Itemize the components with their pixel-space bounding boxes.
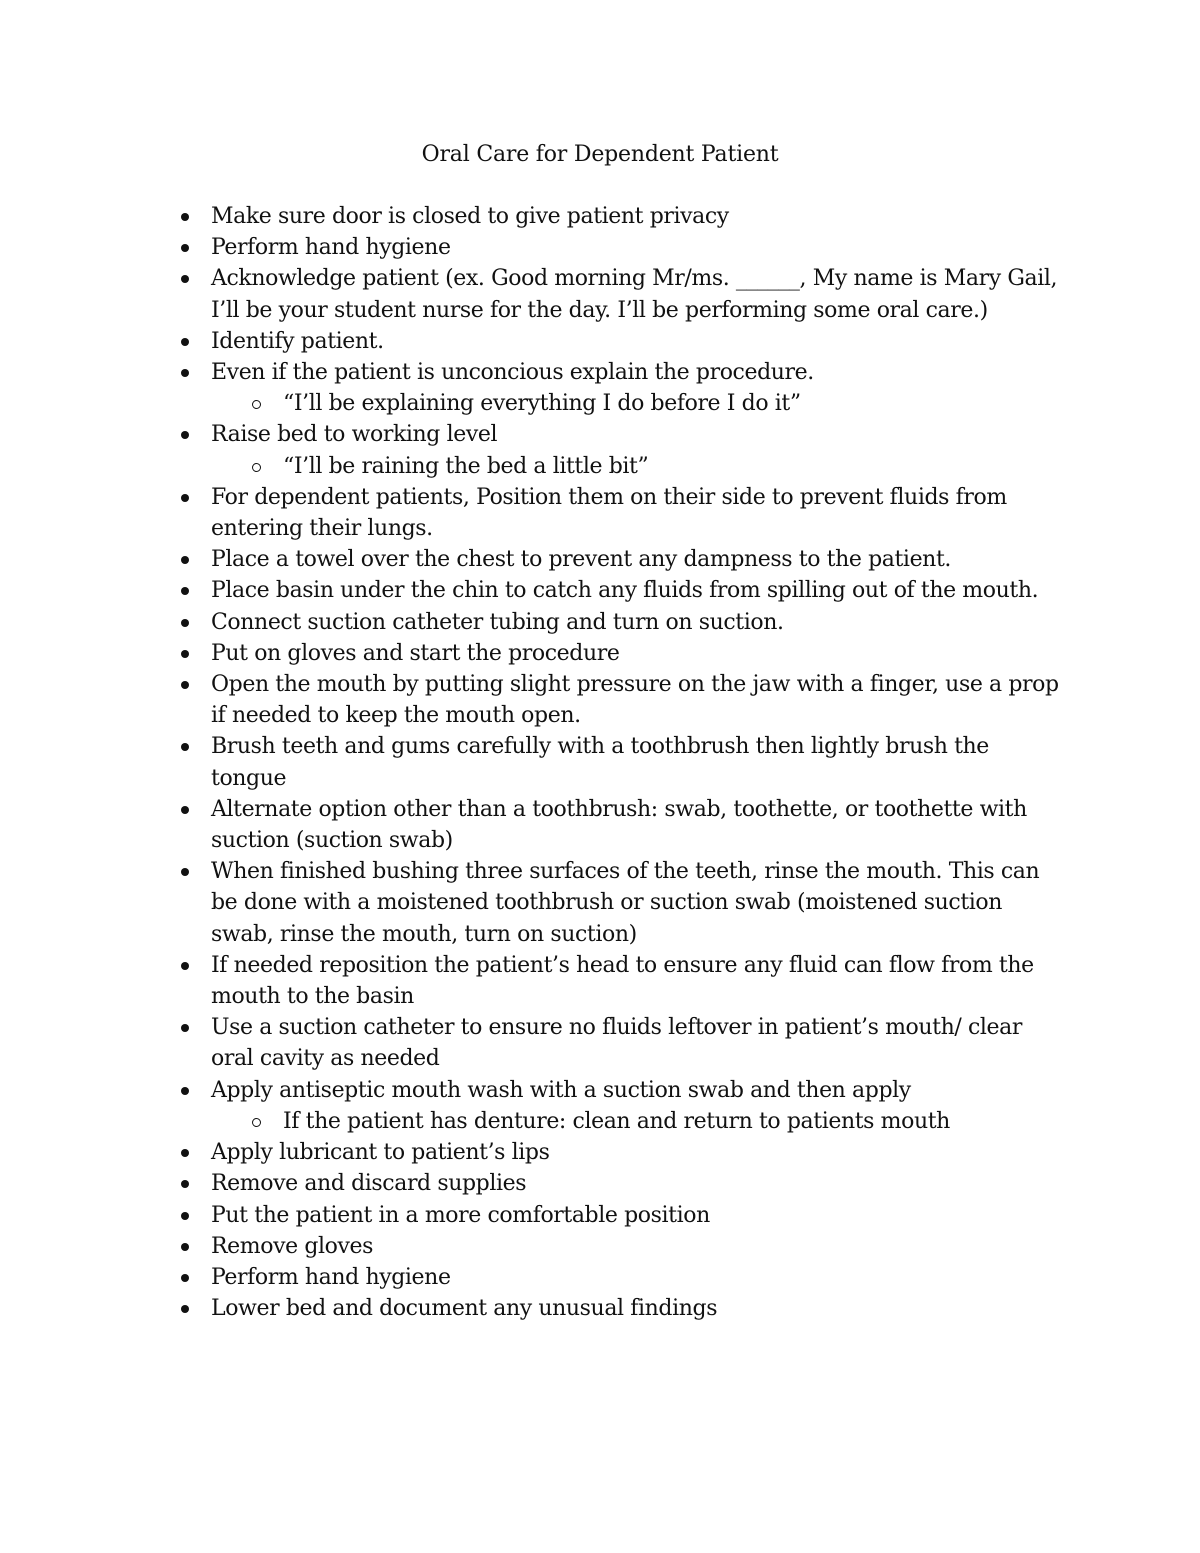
step-text: Perform hand hygiene [211,1264,451,1290]
sub-step-text: “I’ll be raining the bed a little bit” [283,453,649,479]
bullet-icon [181,494,189,502]
bullet-icon [181,1274,189,1282]
bullet-icon [181,338,189,346]
step-text: Perform hand hygiene [211,235,451,261]
bullet-icon [181,1212,189,1220]
bullet-icon [181,1243,189,1251]
sub-step-text: If the patient has denture: clean and return to patients mouth [283,1108,950,1134]
step-text: If needed reposition the patient’s head to ensure any fluid can flow from the mouth to the basin [211,952,1034,1010]
step-item [211,263,1061,325]
step-text: Use a suction catheter to ensure no fluids leftover in patient’s mouth/ clear oral cavity as needed [211,1015,1022,1072]
step-item [211,950,1061,1012]
bullet-icon [181,743,189,751]
bullet-icon [181,681,189,689]
step-item [211,232,1061,263]
bullet-icon [181,806,189,814]
step-item [211,201,1061,232]
step-text: Remove and discard supplies [211,1171,527,1197]
step-text: Place a towel over the chest to prevent any dampness to the patient. [211,547,951,573]
bullet-icon [181,1305,189,1313]
document-title: Oral Care for Dependent Patient [421,142,779,167]
step-item [211,419,1061,481]
bullet-icon [181,650,189,658]
step-text: Remove gloves [211,1233,374,1259]
step-item [211,1262,1061,1293]
bullet-icon [181,431,189,439]
sub-list [211,451,1061,482]
step-text: Brush teeth and gums carefully with a toothbrush then lightly brush the tongue [211,734,989,791]
step-item [211,1231,1061,1262]
step-text: When finished bushing three surfaces of the teeth, rinse the mouth. This can be done with a moistened toothbrush or suction swab (moistened suction swab, rinse the mouth, turn on suction) [211,859,1040,947]
step-text: Identify patient. [211,328,384,354]
step-item [211,544,1061,575]
step-item [211,1012,1061,1074]
hollow-bullet-icon [252,400,261,409]
step-text: Put the patient in a more comfortable position [211,1202,710,1228]
step-text: Make sure door is closed to give patient privacy [211,204,729,229]
step-item [211,1293,1061,1324]
sub-step-text: “I’ll be explaining everything I do before I do it” [283,391,801,417]
step-text: Apply antiseptic mouth wash with a suction swab and then apply [211,1077,911,1103]
sub-step-item [283,388,1061,419]
bullet-icon [181,244,189,252]
sub-step-item [283,451,1061,482]
step-text: Put on gloves and start the procedure [211,640,620,666]
step-item [211,1168,1061,1199]
bullet-icon [181,1087,189,1095]
hollow-bullet-icon [252,463,261,472]
steps-list [211,201,1061,1324]
bullet-icon [181,619,189,627]
step-item [211,856,1061,950]
step-item [211,357,1061,419]
bullet-icon [181,1180,189,1188]
bullet-icon [181,1024,189,1032]
hollow-bullet-icon [252,1118,261,1127]
bullet-icon [181,962,189,970]
bullet-icon [181,1149,189,1157]
step-text: Raise bed to working level [211,422,498,448]
sub-list [211,1106,1061,1137]
step-item [211,326,1061,357]
step-item [211,607,1061,638]
bullet-icon [181,275,189,283]
sub-list [211,388,1061,419]
step-text: Acknowledge patient (ex. Good morning Mr/ms. ______, My name is Mary Gail, I’ll be your student nurse for the day. I’ll be performing some oral care.) [211,266,1058,323]
step-item [211,794,1061,856]
step-text: For dependent patients, Position them on their side to prevent fluids from entering their lungs. [211,484,1007,542]
step-item [211,1200,1061,1231]
step-item [211,1075,1061,1137]
bullet-icon [181,369,189,377]
step-item [211,1137,1061,1168]
step-item [211,731,1061,793]
bullet-icon [181,213,189,221]
step-text: Apply lubricant to patient’s lips [211,1140,550,1166]
step-item [211,482,1061,544]
step-item [211,669,1061,731]
step-text: Connect suction catheter tubing and turn on suction. [211,609,784,635]
bullet-icon [181,868,189,876]
step-text: Alternate option other than a toothbrush: swab, toothette, or toothette with suction (suction swab) [211,796,1027,854]
sub-step-item [283,1106,1061,1137]
step-text: Even if the patient is unconcious explain the procedure. [211,360,814,386]
bullet-icon [181,556,189,564]
bullet-icon [181,587,189,595]
step-item [211,575,1061,606]
step-text: Open the mouth by putting slight pressure on the jaw with a finger, use a prop if needed to keep the mouth open. [211,672,1059,729]
step-text: Place basin under the chin to catch any fluids from spilling out of the mouth. [211,578,1039,604]
step-text: Lower bed and document any unusual findings [211,1296,718,1322]
step-item [211,638,1061,669]
